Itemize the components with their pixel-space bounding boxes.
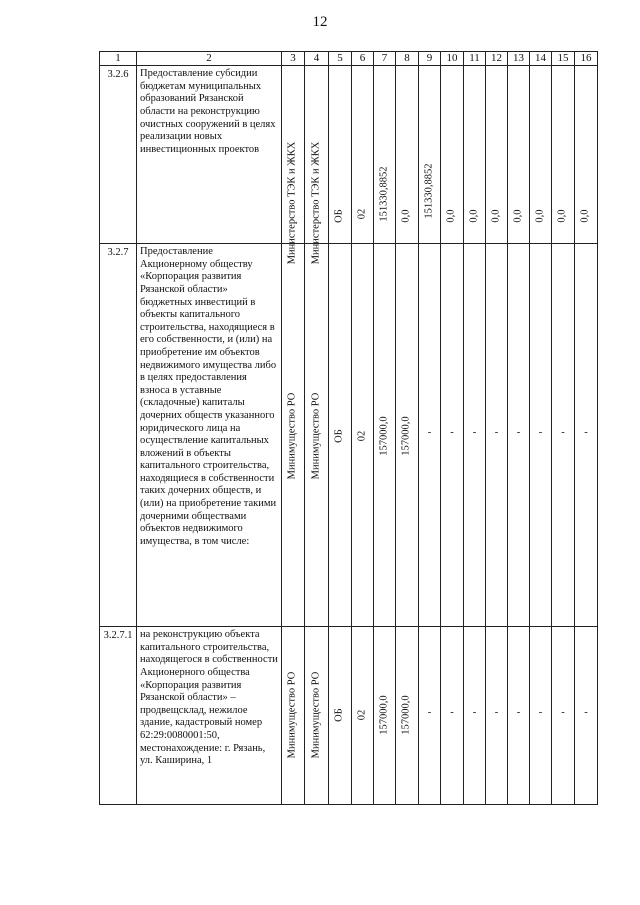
program-table [99,51,598,805]
empty-value: - [516,707,521,719]
row-code: 3.2.7 [100,244,137,627]
row-description: на реконструкцию объекта капитального строительства, находящегося в собственности Акционерного общества «Корпорация развития Рязанской области» – продвещсклад, нежилое здание, кадастровый номер 62:29:0080001:50, местонахождение: г. Рязань, ул. Каширина, 1 [137,627,282,805]
page-number: 12 [312,14,328,30]
code-value: 02 [356,430,368,442]
empty-value: - [561,427,565,439]
column-header: 11 [464,52,486,66]
co-executor: Минимущество РО [310,392,322,480]
funding-source: ОБ [333,209,345,223]
header-row [100,52,598,66]
column-header: 9 [419,52,441,66]
column-header: 14 [530,52,552,66]
empty-value: - [472,707,477,719]
row-code: 3.2.7.1 [100,627,137,805]
amount-value: 0,0 [490,209,502,223]
responsible-executor: Министерство ТЭК и ЖКХ [286,141,298,265]
empty-value: - [494,427,499,439]
amount-value: 0,0 [579,209,591,223]
table-row [100,244,598,627]
amount-value: 151330,8852 [423,163,435,219]
table-row [100,627,598,805]
empty-value: - [472,427,477,439]
column-header: 16 [575,52,598,66]
empty-value: - [561,707,565,719]
amount-total: 157000,0 [378,695,390,735]
funding-source: ОБ [333,708,345,722]
co-executor: Минимущество РО [310,671,322,759]
column-header: 7 [374,52,396,66]
empty-value: - [538,427,543,439]
amount-value: 0,0 [556,209,568,223]
empty-value: - [584,707,588,719]
amount-value: 157000,0 [400,416,412,456]
column-header: 2 [137,52,282,66]
amount-value: 0,0 [512,209,524,223]
code-value: 02 [356,208,368,220]
code-value: 02 [356,709,368,721]
amount-value: 0,0 [468,209,480,223]
responsible-executor: Минимущество РО [286,671,298,759]
column-header: 15 [552,52,575,66]
responsible-executor: Минимущество РО [286,392,298,480]
column-header: 3 [282,52,305,66]
empty-value: - [450,427,454,439]
empty-value: - [584,427,588,439]
co-executor: Министерство ТЭК и ЖКХ [310,141,322,265]
amount-total: 151330,8852 [378,166,390,222]
amount-value: 0,0 [445,209,457,223]
table-row [100,66,598,244]
column-header: 13 [508,52,530,66]
empty-value: - [427,427,432,439]
row-description: Предоставление Акционерному обществу «Корпорация развития Рязанской области» бюджетных инвестиций в объекты капитального строительства, находящиеся в его собственности, и (или) на приобретение им объектов недвижимого имущества либо в целях предоставления взноса в уставные (складочные) капиталы дочерних обществ указанного юридического лица на осуществление капитальных вложений в объекты капитального строительства, находящиеся в собственности таких дочерних обществ, и (или) на приобретение такими дочерними обществами объектов недвижимого имущества, в том числе: [137,244,282,627]
column-header: 4 [305,52,329,66]
row-code: 3.2.6 [100,66,137,244]
amount-value: 0,0 [400,209,412,223]
amount-value: 0,0 [534,209,546,223]
column-header: 5 [329,52,352,66]
funding-source: ОБ [333,429,345,443]
empty-value: - [427,707,432,719]
amount-value: 157000,0 [400,695,412,735]
column-header: 10 [441,52,464,66]
amount-total: 157000,0 [378,416,390,456]
column-header: 1 [100,52,137,66]
row-description: Предоставление субсидии бюджетам муниципальных образований Рязанской области на реконструкцию очистных сооружений в целях реализации новых инвестиционных проектов [137,66,282,244]
column-header: 6 [352,52,374,66]
empty-value: - [538,707,543,719]
empty-value: - [494,707,499,719]
empty-value: - [450,707,454,719]
empty-value: - [516,427,521,439]
column-header: 12 [486,52,508,66]
column-header: 8 [396,52,419,66]
